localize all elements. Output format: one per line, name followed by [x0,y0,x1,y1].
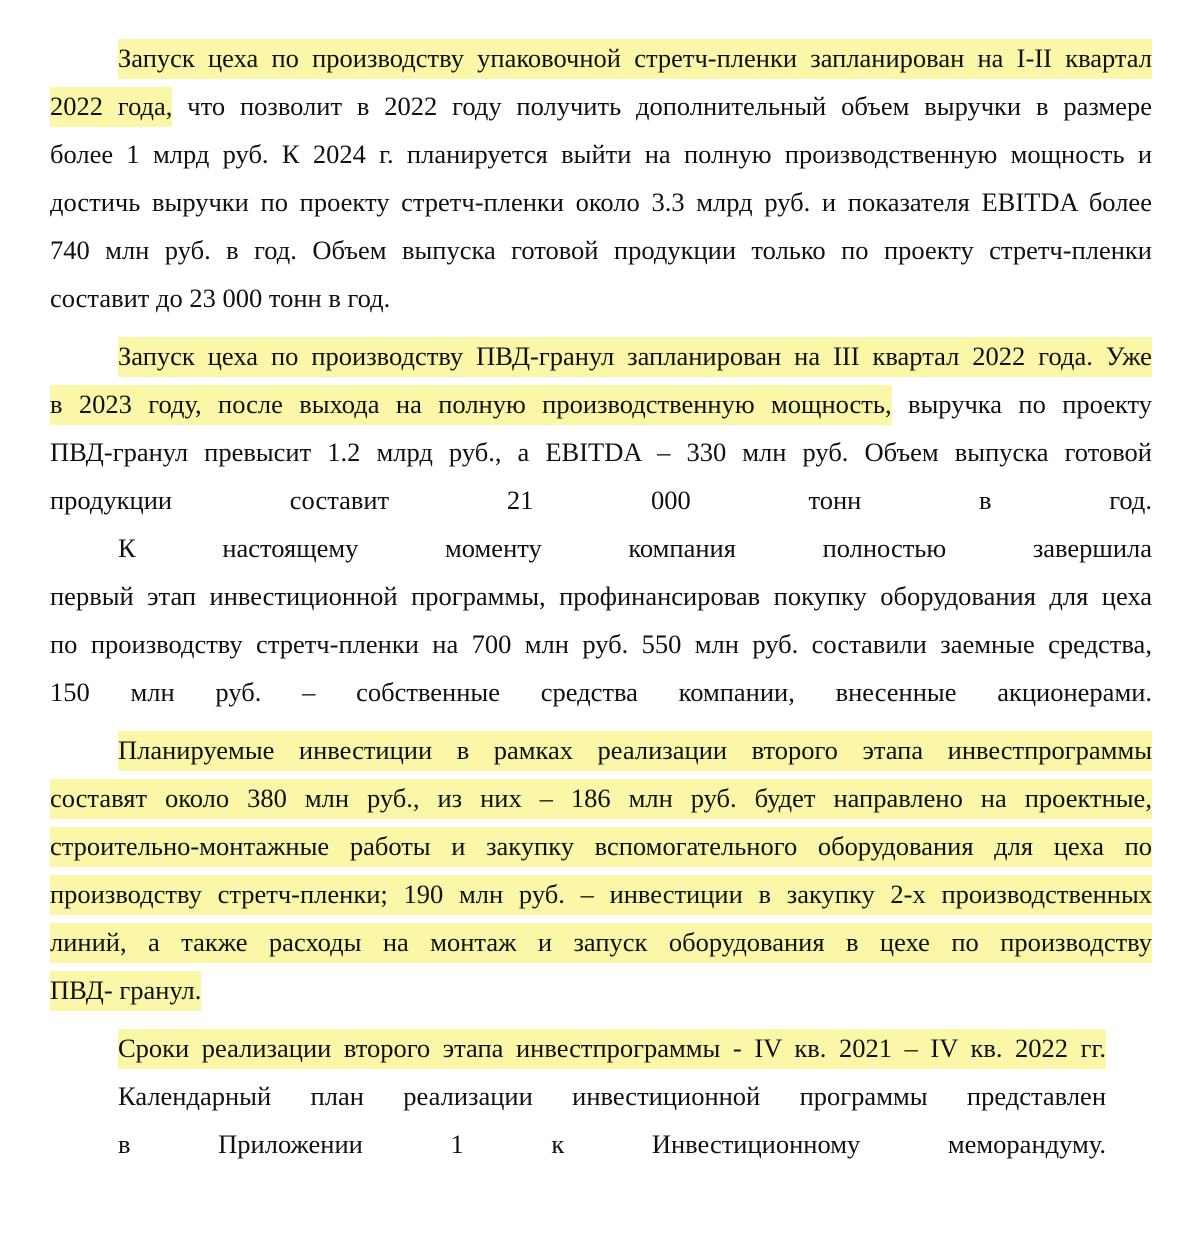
paragraph-1 [50,34,1152,322]
highlighted-run: строительно-монтажные работы и закупку вспомогательного оборудования для цеха по [50,827,1152,867]
plain-run: выручка по проекту [891,389,1152,419]
highlighted-run: в 2023 году, после выхода на полную производственную мощность, [50,385,892,425]
plain-run: первый этап инвестиционной программы, профинансировав покупку оборудования для цеха [50,581,1153,611]
plain-run: достичь выручки по проекту стретч-пленки около 3.3 млрд руб. и показателя EBITDA более [50,187,1152,217]
highlighted-run: линий, а также расходы на монтаж и запуск оборудования в цехе по производству [50,923,1152,963]
highlighted-run: Запуск цеха по производству ПВД-гранул запланирован на III квартал 2022 года. Уже [118,337,1152,377]
document-body [50,34,1152,1168]
plain-run: по производству стретч-пленки на 700 млн руб. 550 млн руб. составили заемные средства, [50,629,1152,659]
plain-run: что позволит в 2022 году получить дополнительный объем выручки в размере [172,91,1152,121]
paragraph-gap [50,716,1152,726]
text-line [50,380,1152,428]
paragraph-3 [50,524,1152,716]
paragraph-gap [50,1014,1152,1024]
text-line [50,668,1152,716]
plain-run: составит до 23 000 тонн в год. [50,283,391,313]
highlighted-run: Сроки реализации второго этапа инвестпрограммы - IV кв. 2021 – IV кв. 2022 гг. [118,1029,1106,1069]
text-line [50,428,1152,476]
plain-run: Календарный план реализации инвестиционной программы представлен [118,1081,1107,1111]
paragraph-2 [50,332,1152,524]
text-line [50,726,1152,774]
text-line [118,1024,1106,1072]
plain-run: более 1 млрд руб. К 2024 г. планируется выйти на полную производственную мощность и [50,139,1153,169]
text-line [50,34,1152,82]
text-line [50,226,1152,274]
text-line [118,1120,1106,1168]
plain-run: ПВД-гранул превысит 1.2 млрд руб., а EBITDA – 330 млн руб. Объем выпуска готовой [50,437,1152,467]
text-line [50,822,1152,870]
paragraph-gap [50,322,1152,332]
paragraph-4 [50,726,1152,1014]
highlighted-run: производству стретч-пленки; 190 млн руб. – инвестиции в закупку 2-х производственных [50,875,1152,915]
plain-run: К настоящему моменту компания полностью завершила [118,533,1153,563]
text-line [50,774,1152,822]
text-line [50,572,1152,620]
text-line [50,476,1152,524]
highlighted-run: Планируемые инвестиции в рамках реализации второго этапа инвестпрограммы [118,731,1152,771]
highlighted-run: 2022 года, [50,87,172,127]
text-line [50,620,1152,668]
text-line [50,178,1152,226]
plain-run: продукции составит 21 000 тонн в год. [50,485,1153,515]
text-line [50,966,1152,1014]
text-line [118,1072,1106,1120]
text-line [50,918,1152,966]
highlighted-run: Запуск цеха по производству упаковочной стретч-пленки запланирован на I-II квартал [118,39,1152,79]
text-line [50,82,1152,130]
text-line [50,130,1152,178]
text-line [50,274,1152,322]
plain-run: в Приложении 1 к Инвестиционному меморандуму. [118,1129,1106,1159]
plain-run: 150 млн руб. – собственные средства компании, внесенные акционерами. [50,677,1153,707]
plain-run: 740 млн руб. в год. Объем выпуска готовой продукции только по проекту стретч-пленки [50,235,1152,265]
text-line [50,524,1152,572]
text-line [50,332,1152,380]
text-line [50,870,1152,918]
highlighted-run: составят около 380 млн руб., из них – 186 млн руб. будет направлено на проектные, [50,779,1152,819]
paragraph-5 [50,1024,1152,1168]
highlighted-run: ПВД- гранул. [50,971,201,1011]
